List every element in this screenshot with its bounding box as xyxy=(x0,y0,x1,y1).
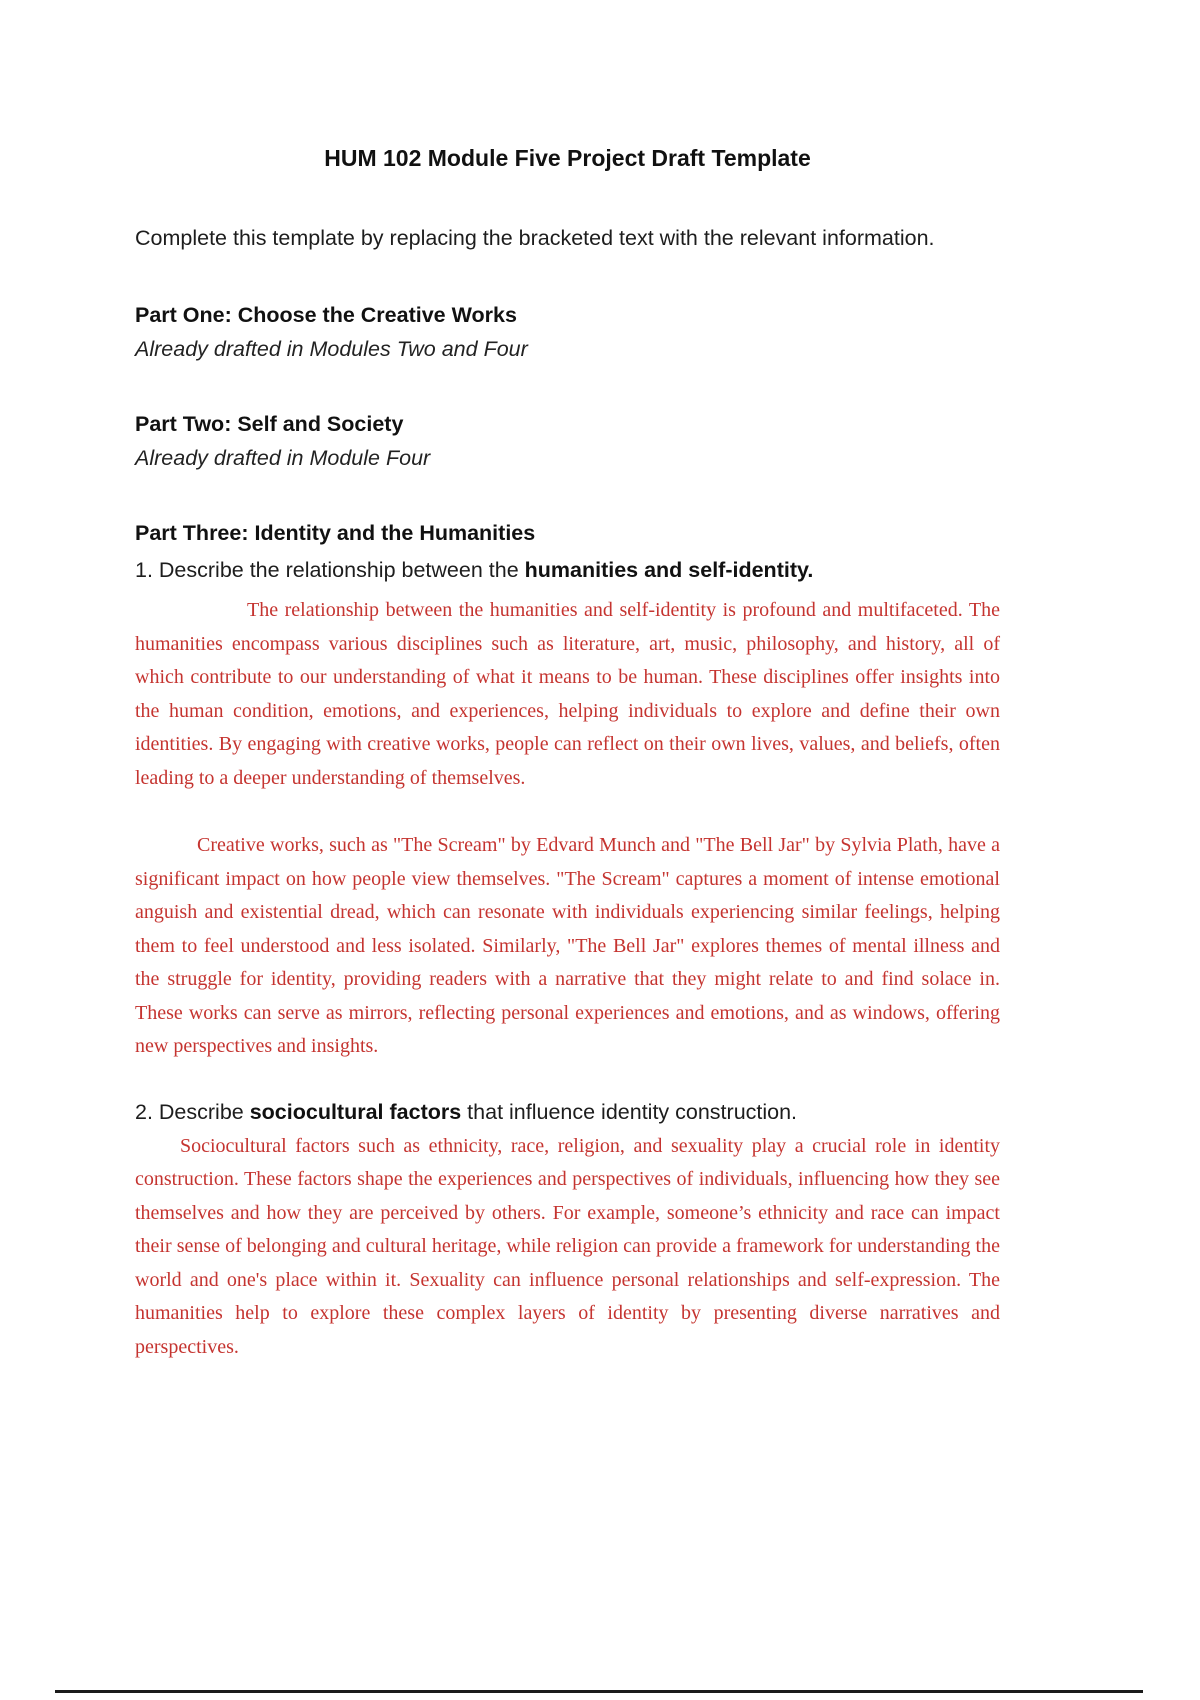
answer-paragraph-q1-2: Creative works, such as "The Scream" by Edvard Munch and "The Bell Jar" by Sylvia Plath, have a significant impact on how people view themselves. "The Scream" captures a moment of intense emotional anguish and existential dread, which can resonate with individuals experiencing similar feelings, helping them to feel understood and less isolated. Similarly, "The Bell Jar" explores themes of mental illness and the struggle for identity, providing readers with a narrative that they might relate to and find solace in. These works can serve as mirrors, reflecting personal experiences and emotions, and as windows, offering new perspectives and insights. xyxy=(135,834,1000,1057)
question-2-prefix: 2. Describe xyxy=(135,1099,250,1124)
document-content xyxy=(135,0,1000,1364)
answer-paragraph-q1-1: The relationship between the humanities and self-identity is profound and multifaceted. The humanities encompass various disciplines such as literature, art, music, philosophy, and history, all of which contribute to our understanding of what it means to be human. These disciplines offer insights into the human condition, emotions, and experiences, helping individuals to explore and define their own identities. By engaging with creative works, people can reflect on their own lives, values, and beliefs, often leading to a deeper understanding of themselves. xyxy=(135,599,1000,789)
question-1-prefix: 1. Describe the relationship between the xyxy=(135,558,525,582)
intro-text: Complete this template by replacing the bracketed text with the relevant information. xyxy=(135,226,935,250)
question-1 xyxy=(135,553,1000,588)
question-2-block xyxy=(135,1095,1000,1365)
part-one-heading: Part One: Choose the Creative Works xyxy=(135,303,517,327)
part-one-note: Already drafted in Modules Two and Four xyxy=(135,337,528,361)
question-1-bold-term: humanities and self-identity. xyxy=(524,558,814,582)
question-2 xyxy=(135,1095,1000,1130)
section-part-two xyxy=(135,407,1000,475)
part-three-heading: Part Three: Identity and the Humanities xyxy=(135,521,536,545)
section-part-three xyxy=(135,516,1000,1364)
question-2-bold-term: sociocultural factors xyxy=(249,1099,462,1124)
page-bottom-divider xyxy=(55,1690,1143,1693)
document-title: HUM 102 Module Five Project Draft Template xyxy=(324,145,811,171)
section-part-one xyxy=(135,298,1000,366)
question-2-suffix: that influence identity construction. xyxy=(461,1099,798,1124)
part-two-note: Already drafted in Module Four xyxy=(135,446,431,470)
part-two-heading: Part Two: Self and Society xyxy=(135,412,404,436)
answer-paragraph-q2-1: Sociocultural factors such as ethnicity, race, religion, and sexuality play a crucial role in identity construction. These factors shape the experiences and perspectives of individuals, influencing how they see themselves and how they are perceived by others. For example, someone’s ethnicity and race can impact their sense of belonging and cultural heritage, while religion can provide a framework for understanding the world and one's place within it. Sexuality can influence personal relationships and self-expression. The humanities help to explore these complex layers of identity by presenting diverse narratives and perspectives. xyxy=(135,1134,1000,1358)
